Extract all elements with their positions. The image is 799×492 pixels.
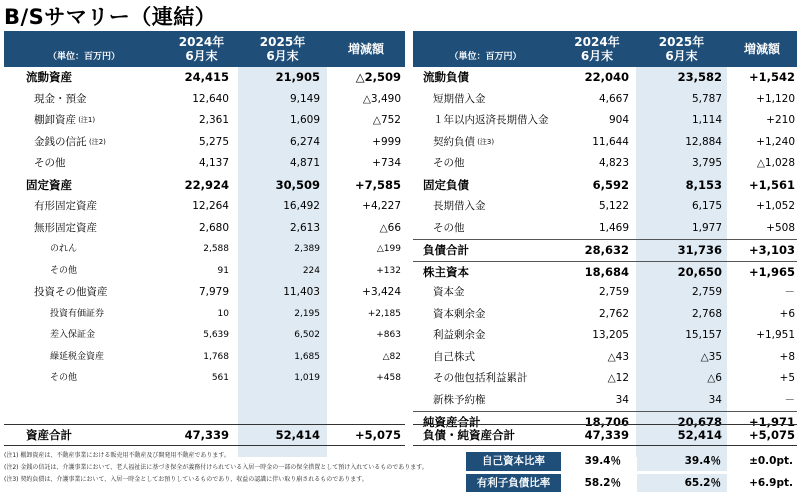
value-diff: +7,585 bbox=[354, 177, 401, 192]
value-2024: 28,632 bbox=[584, 243, 629, 257]
column-header-2025 bbox=[238, 31, 327, 67]
value-2025: 6,175 bbox=[691, 200, 722, 212]
unit-label: （単位：百万円） bbox=[47, 52, 120, 62]
value-diff: +5,075 bbox=[354, 428, 401, 442]
value-2025: 9,149 bbox=[289, 92, 320, 105]
value-2025: 1,977 bbox=[691, 221, 722, 234]
total-row bbox=[4, 424, 405, 446]
value-2024: 34 bbox=[615, 393, 629, 406]
row-label: 流動資産 bbox=[26, 70, 72, 84]
value-2024: 12,640 bbox=[192, 92, 229, 105]
value-2024: 5,122 bbox=[598, 200, 629, 212]
value-2024: 10 bbox=[217, 308, 229, 319]
value-2024: 561 bbox=[211, 373, 229, 383]
row-label: その他 bbox=[433, 221, 465, 234]
value-2025: 16,492 bbox=[283, 200, 320, 212]
value-2025: 1,114 bbox=[691, 114, 722, 126]
table-row bbox=[4, 196, 405, 218]
ratio-label: 有利子負債比率 bbox=[466, 474, 561, 492]
value-2025: 2,389 bbox=[294, 244, 320, 254]
value-2025: 2,768 bbox=[691, 307, 722, 320]
value-2024: 4,823 bbox=[598, 157, 629, 169]
value-diff: +8 bbox=[779, 350, 795, 363]
unit-label: （単位：百万円） bbox=[449, 52, 522, 62]
table-row bbox=[413, 325, 797, 347]
value-2024: 1,469 bbox=[598, 221, 629, 234]
value-diff: +5 bbox=[779, 372, 795, 384]
value-diff: +3,424 bbox=[362, 286, 401, 298]
value-diff: △1,028 bbox=[756, 157, 795, 169]
value-diff: +1,052 bbox=[756, 200, 795, 212]
row-label: 有形固定資産 bbox=[34, 200, 97, 212]
table-row bbox=[413, 110, 797, 132]
column-header-year: 2025年 bbox=[658, 35, 705, 49]
ratio-label: 自己資本比率 bbox=[466, 452, 561, 471]
value-2025: 6,274 bbox=[289, 135, 320, 148]
row-label: その他 bbox=[50, 373, 78, 383]
row-label: のれん bbox=[50, 244, 78, 254]
page-title: B/Sサマリー（連結） bbox=[4, 5, 217, 29]
table-row bbox=[4, 153, 405, 175]
row-label: 短期借入金 bbox=[433, 92, 486, 105]
value-2025: 31,736 bbox=[677, 243, 722, 257]
value-2025: 1,609 bbox=[289, 114, 320, 126]
value-2025: 2,613 bbox=[289, 221, 320, 234]
row-label: 現金・預金 bbox=[34, 92, 87, 105]
ratio-2025: 39.4％ bbox=[684, 455, 721, 467]
value-2024: 18,684 bbox=[584, 264, 629, 279]
value-2024: △43 bbox=[607, 350, 629, 363]
table-row bbox=[4, 325, 405, 347]
row-label: 投資その他資産 bbox=[34, 286, 108, 298]
value-2024: 11,644 bbox=[592, 135, 629, 148]
row-label: 契約負債 bbox=[433, 135, 475, 148]
value-diff: +1,965 bbox=[748, 264, 795, 279]
total-label: 資産合計 bbox=[26, 428, 72, 442]
value-diff: △3,490 bbox=[362, 92, 401, 105]
table-row bbox=[4, 368, 405, 390]
value-2025: 2,759 bbox=[691, 286, 722, 298]
table-row bbox=[413, 218, 797, 240]
table-row bbox=[413, 304, 797, 326]
table-row bbox=[4, 304, 405, 326]
value-2024: 18,706 bbox=[584, 415, 629, 429]
value-diff: +734 bbox=[372, 157, 401, 169]
column-header-month: 6月末 bbox=[185, 49, 218, 63]
value-diff: +5,075 bbox=[748, 428, 795, 442]
value-2025: 20,678 bbox=[677, 415, 722, 429]
value-2024: 13,205 bbox=[592, 329, 629, 341]
value-2024: △12 bbox=[607, 372, 629, 384]
value-diff: +508 bbox=[766, 221, 795, 234]
value-2024: 12,264 bbox=[192, 200, 229, 212]
total-label: 負債・純資産合計 bbox=[423, 428, 515, 442]
footnotes bbox=[4, 450, 464, 486]
value-2024: 2,762 bbox=[598, 307, 629, 320]
table-row bbox=[4, 218, 405, 240]
row-label: 固定資産 bbox=[26, 177, 72, 192]
value-diff: +6 bbox=[779, 307, 795, 320]
table-row bbox=[413, 153, 797, 175]
table-row bbox=[413, 132, 797, 154]
table-row bbox=[413, 347, 797, 369]
value-2024: 2,361 bbox=[198, 114, 229, 126]
value-diff: +458 bbox=[376, 373, 401, 383]
value-2024: 1,768 bbox=[203, 351, 229, 362]
total-row bbox=[413, 424, 797, 446]
column-header-month: 6月末 bbox=[665, 49, 698, 63]
value-2025: 23,582 bbox=[677, 70, 722, 84]
value-2024: 904 bbox=[608, 114, 629, 126]
value-2024: 5,639 bbox=[203, 330, 229, 340]
value-2024: 2,680 bbox=[198, 221, 229, 234]
value-2024: 5,275 bbox=[198, 135, 229, 148]
table-row bbox=[413, 261, 797, 283]
equity-ratio-row bbox=[466, 452, 797, 471]
row-note: (注1) bbox=[78, 116, 96, 124]
value-diff: +1,951 bbox=[756, 329, 795, 341]
value-2024: 4,667 bbox=[598, 92, 629, 105]
row-label: 繰延税金資産 bbox=[50, 351, 105, 362]
row-label: 資本剰余金 bbox=[433, 307, 486, 320]
ratio-2025: 65.2％ bbox=[684, 477, 721, 489]
footnote: (注3) 契約負債は、介護事業において、入居一時金としてお預りしているものであり、収益の認識に伴い取り崩されるものであります。 bbox=[4, 476, 368, 483]
value-diff: － bbox=[784, 286, 795, 298]
value-diff: △752 bbox=[372, 114, 401, 126]
value-2024: 47,339 bbox=[184, 428, 229, 442]
value-2025: 12,884 bbox=[685, 135, 722, 148]
column-header-year: 2024年 bbox=[574, 35, 620, 49]
debt-ratio-row bbox=[466, 474, 797, 492]
table-row bbox=[413, 239, 797, 261]
row-label: 固定負債 bbox=[423, 177, 469, 192]
table-row bbox=[413, 67, 797, 89]
table-row bbox=[4, 261, 405, 283]
row-label: 資本金 bbox=[433, 286, 465, 298]
value-diff: +2,185 bbox=[367, 308, 401, 319]
ratio-2024: 39.4％ bbox=[584, 455, 621, 467]
value-diff: +863 bbox=[376, 330, 401, 340]
column-header-2025 bbox=[636, 31, 727, 67]
column-header-diff: 増減額 bbox=[347, 42, 384, 56]
value-diff: +132 bbox=[376, 265, 401, 276]
value-2024: 2,759 bbox=[598, 286, 629, 298]
value-2025: 1,685 bbox=[294, 351, 320, 362]
row-label: 負債合計 bbox=[423, 243, 469, 257]
value-2025: 21,905 bbox=[275, 70, 320, 84]
row-note: (注2) bbox=[89, 137, 106, 146]
value-diff: △66 bbox=[379, 221, 401, 234]
value-2024: 2,588 bbox=[203, 244, 229, 254]
value-2025: 15,157 bbox=[685, 329, 722, 341]
value-2025: 3,795 bbox=[691, 157, 722, 169]
value-diff: △199 bbox=[376, 244, 401, 254]
value-2024: 6,592 bbox=[592, 177, 629, 192]
column-header-2024 bbox=[558, 31, 636, 67]
column-header-diff: 増減額 bbox=[743, 42, 780, 56]
table-row bbox=[413, 390, 797, 412]
value-diff: +1,561 bbox=[748, 177, 795, 192]
table-row bbox=[4, 89, 405, 111]
value-2025: △35 bbox=[700, 350, 722, 363]
value-2024: 22,040 bbox=[584, 70, 629, 84]
table-row bbox=[4, 132, 405, 154]
table-row bbox=[4, 175, 405, 197]
value-2024: 91 bbox=[217, 265, 229, 276]
table-row bbox=[413, 175, 797, 197]
table-row bbox=[413, 282, 797, 304]
row-label: 金銭の信託 bbox=[34, 135, 87, 148]
value-2025: 8,153 bbox=[685, 177, 722, 192]
value-2025: 34 bbox=[708, 393, 722, 406]
value-2024: 22,924 bbox=[184, 177, 229, 192]
table-row bbox=[413, 196, 797, 218]
table-row bbox=[4, 347, 405, 369]
footnote: (注2) 金銭の信託は、介護事業において、老人福祉法に基づき保全が義務付けられている入居一時金の一部の保全措置として預け入れているものであります。 bbox=[4, 464, 428, 471]
row-label: 純資産合計 bbox=[423, 415, 481, 429]
value-diff: +4,227 bbox=[362, 200, 401, 212]
table-row bbox=[4, 282, 405, 304]
value-2025: 11,403 bbox=[283, 286, 320, 298]
value-diff: +1,971 bbox=[748, 415, 795, 429]
row-label: 自己株式 bbox=[433, 350, 475, 363]
value-2025: 20,650 bbox=[677, 264, 722, 279]
value-2025: 6,502 bbox=[294, 330, 320, 340]
value-diff: +1,120 bbox=[756, 92, 795, 105]
value-diff: △82 bbox=[382, 351, 401, 362]
row-label: 棚卸資産 bbox=[34, 114, 76, 126]
ratio-2024: 58.2％ bbox=[584, 477, 621, 489]
row-label: その他包括利益累計 bbox=[433, 372, 528, 384]
row-label: その他 bbox=[34, 157, 66, 169]
column-header-month: 6月末 bbox=[266, 49, 299, 63]
table-row bbox=[4, 67, 405, 89]
row-label: 流動負債 bbox=[423, 70, 469, 84]
row-label: 長期借入金 bbox=[433, 200, 486, 212]
value-2024: 24,415 bbox=[184, 70, 229, 84]
value-diff: +3,103 bbox=[748, 243, 795, 257]
value-diff: +1,240 bbox=[756, 135, 795, 148]
value-diff: +999 bbox=[372, 135, 401, 148]
value-2025: 224 bbox=[302, 265, 320, 276]
value-2025: △6 bbox=[707, 372, 722, 384]
value-diff: +1,542 bbox=[748, 70, 795, 84]
value-diff: △2,509 bbox=[355, 70, 401, 84]
ratio-diff: +6.9pt. bbox=[749, 477, 793, 489]
value-2025: 5,787 bbox=[691, 92, 722, 105]
footnote: (注1) 棚卸資産は、不動産事業における販売用不動産及び開発用不動産であります。 bbox=[4, 452, 230, 459]
value-2024: 4,137 bbox=[198, 157, 229, 169]
row-label: 無形固定資産 bbox=[34, 221, 97, 234]
table-row bbox=[4, 110, 405, 132]
table-header bbox=[413, 31, 797, 67]
row-label: 投資有価証券 bbox=[50, 308, 105, 319]
column-header-year: 2024年 bbox=[178, 35, 225, 49]
value-diff: － bbox=[784, 393, 795, 406]
column-header-2024 bbox=[164, 31, 239, 67]
table-header bbox=[4, 31, 405, 67]
value-2025: 52,414 bbox=[275, 428, 320, 442]
row-label: 差入保証金 bbox=[50, 330, 96, 340]
value-2025: 4,871 bbox=[289, 157, 320, 169]
column-header-month: 6月末 bbox=[580, 49, 614, 63]
row-label: 利益剰余金 bbox=[433, 329, 486, 341]
table-row bbox=[413, 368, 797, 390]
value-2024: 7,979 bbox=[198, 286, 229, 298]
value-diff: +210 bbox=[766, 114, 795, 126]
row-label: 株主資本 bbox=[423, 264, 469, 279]
value-2025: 1,019 bbox=[294, 373, 320, 383]
row-label: その他 bbox=[433, 157, 465, 169]
table-row bbox=[4, 239, 405, 261]
value-2025: 52,414 bbox=[677, 428, 722, 442]
table-row bbox=[413, 89, 797, 111]
column-header-year: 2025年 bbox=[259, 35, 306, 49]
row-label: １年以内返済長期借入金 bbox=[433, 114, 549, 126]
row-note: (注3) bbox=[477, 137, 495, 146]
value-2025: 30,509 bbox=[275, 177, 320, 192]
row-label: その他 bbox=[50, 265, 78, 276]
value-2025: 2,195 bbox=[294, 308, 320, 319]
row-label: 新株予約権 bbox=[433, 393, 486, 406]
ratio-diff: ±0.0pt. bbox=[749, 455, 793, 467]
value-2024: 47,339 bbox=[584, 428, 629, 442]
